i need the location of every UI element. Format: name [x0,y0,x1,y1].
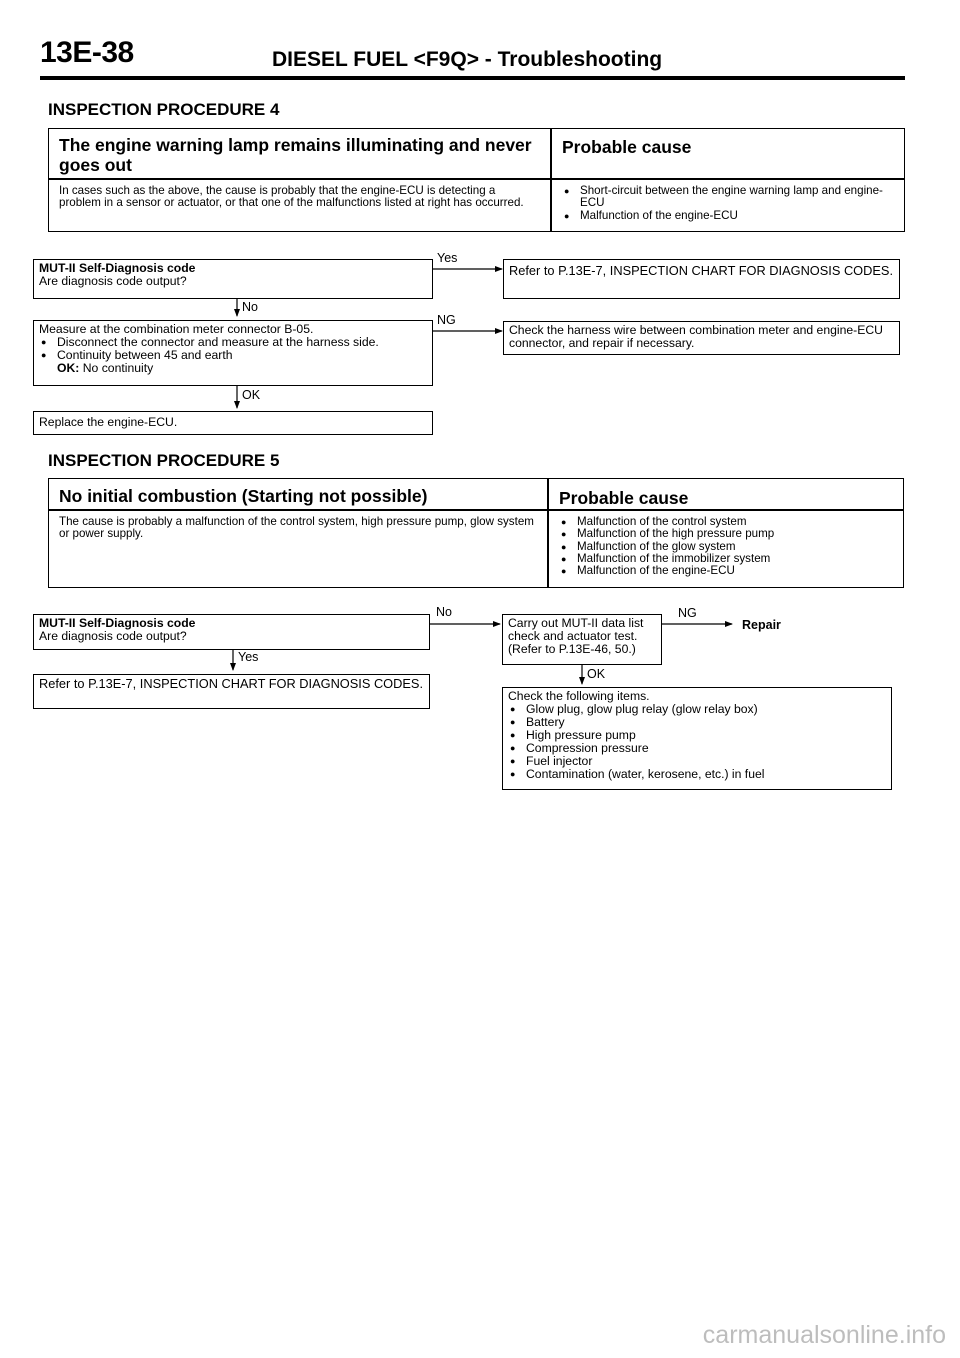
watermark: carmanualsonline.info [702,1321,946,1349]
symptom-heading: No initial combustion (Starting not possible) [59,486,428,506]
list-item: ● Continuity between 45 and earth [39,349,427,362]
step-line: check and actuator test. [508,629,638,643]
symptom-description: In cases such as the above, the cause is probably that the engine-ECU is detecting a problem in a sensor or actuator, or that one of the malfunctions listed at right has occurred. [59,184,524,210]
no-label: No [436,605,452,619]
step-line: (Refer to P.13E-46, 50.) [508,642,636,656]
result-refer-diagnosis-chart: Refer to P.13E-7, INSPECTION CHART FOR DIAGNOSIS CODES. [33,674,430,709]
ok-condition-value: No continuity [82,361,154,375]
yes-label: Yes [238,650,259,664]
list-item: ● Glow plug, glow plug relay (glow relay box) [508,703,886,716]
step-mut-data-list [502,614,662,665]
probable-cause-heading: Probable cause [562,137,692,157]
symptom-description: The cause is probably a malfunction of the control system, high pressure pump, glow system or power supply. [59,515,534,541]
step-question: Are diagnosis code output? [39,274,187,288]
step-question: Are diagnosis code output? [39,629,187,643]
ok-condition-label: OK: [57,361,80,375]
result-check-harness: Check the harness wire between combination meter and engine-ECU connector, and repair if necessary. [503,321,900,355]
probable-cause-list [549,512,901,581]
list-item: ● Fuel injector [508,755,886,768]
symptom-heading-line: The engine warning lamp remains illuminating and never [59,135,532,155]
result-refer-diagnosis-chart: Refer to P.13E-7, INSPECTION CHART FOR DIAGNOSIS CODES. [503,259,900,299]
step-check-items [502,687,892,790]
repair-label: Repair [742,618,781,632]
page-number: 13E-38 [40,36,134,69]
step-self-diagnosis [33,259,433,299]
list-item: ● Malfunction of the engine-ECU [559,565,891,577]
procedure-5-symptom-table [48,478,904,588]
procedure-4-title: INSPECTION PROCEDURE 4 [48,100,280,119]
list-item: ● Compression pressure [508,742,886,755]
step-self-diagnosis [33,614,430,650]
ok-label: OK [587,667,606,681]
list-item: ● Malfunction of the high pressure pump [559,528,891,540]
ok-condition [39,362,427,375]
list-item: ● High pressure pump [508,729,886,742]
step-title: Check the following items. [508,689,650,703]
probable-cause-heading: Probable cause [559,488,689,508]
procedure-5-title: INSPECTION PROCEDURE 5 [48,451,280,470]
result-replace-ecu: Replace the engine-ECU. [33,411,433,435]
list-item: ● Battery [508,716,886,729]
step-title: MUT-II Self-Diagnosis code [39,616,196,630]
no-label: No [242,300,258,314]
list-item: ● Malfunction of the control system [559,516,891,528]
list-item: ● Contamination (water, kerosene, etc.) in fuel [508,768,886,781]
symptom-heading-line: goes out [59,155,132,175]
step-line: Carry out MUT-II data list [508,616,644,630]
list-item: ● Disconnect the connector and measure at the harness side. [39,336,427,349]
list-item: ● Malfunction of the immobilizer system [559,553,891,565]
step-measure-connector [33,320,433,386]
ok-label: OK [242,388,261,402]
list-item: ● Short-circuit between the engine warning lamp and engine-ECU [562,185,894,210]
ng-label: NG [678,606,697,620]
step-title: MUT-II Self-Diagnosis code [39,261,196,275]
step-instruction: Measure at the combination meter connector B-05. [39,322,314,336]
yes-label: Yes [437,251,458,265]
list-item: ● Malfunction of the glow system [559,541,891,553]
ng-label: NG [437,313,456,327]
page-title: DIESEL FUEL <F9Q> - Troubleshooting [272,48,663,71]
list-item: ● Malfunction of the engine-ECU [562,210,894,222]
